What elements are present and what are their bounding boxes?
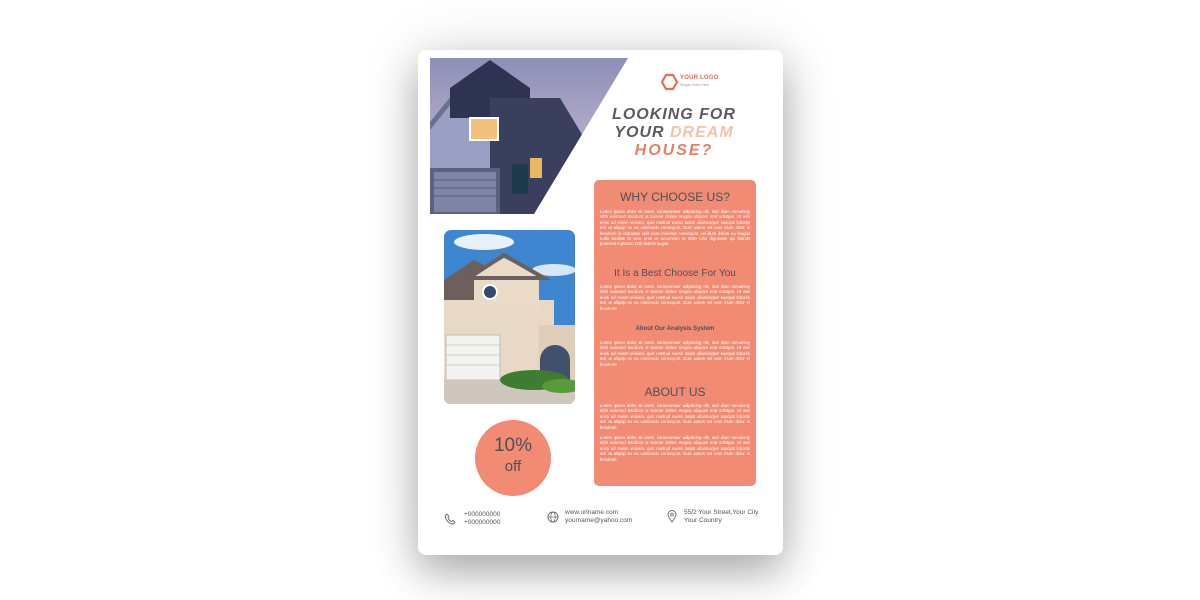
footer-web	[565, 509, 632, 525]
paragraph-about-us-2: Lorem ipsum dolor sit amet, consectetuer adipiscing elit, sed diam nonummy nibh euismod tincidunt ut laoreet dolore magna aliquam erat volutpat. Ut wisi enim ad minim veniam, quis nostrud exerci tation ullamcorper suscipit lobortis nisl ut aliquip ex ea commodo consequat. Duis autem vel eum iriure dolor in hendrerit	[600, 435, 750, 462]
discount-badge	[475, 420, 551, 496]
headline-line3: HOUSE?	[634, 142, 714, 159]
footer-phones	[464, 511, 500, 527]
address-line2: Your Country	[684, 517, 722, 524]
headline	[580, 106, 768, 160]
phone-icon	[444, 513, 456, 525]
info-panel	[594, 180, 756, 486]
email-address[interactable]: yourname@yahoo.com	[565, 517, 633, 524]
paragraph-analysis: Lorem ipsum dolor sit amet, consectetuer adipiscing elit, sed diam nonummy nibh euismod tincidunt ut laoreet dolore magna aliquam erat volutpat. Ut wisi enim ad minim veniam, quis nostrud exerci tation ullamcorper suscipit lobortis nisl ut aliquip ex ea commodo consequat. Duis autem vel eum iriure dolor in hendrerit	[600, 340, 750, 367]
address-line1: 55/2 Your Street,Your City	[684, 509, 759, 516]
paragraph-about-us-1: Lorem ipsum dolor sit amet, consectetuer adipiscing elit, sed diam nonummy nibh euismod tincidunt ut laoreet dolore magna aliquam erat volutpat. Ut wisi enim ad minim veniam, quis nostrud exerci tation ullamcorper suscipit lobortis nisl ut aliquip ex ea commodo consequat. Duis autem vel eum iriure dolor in hendrerit	[600, 403, 750, 430]
section-title-best-choose: It Is a Best Choose For You	[614, 268, 736, 279]
headline-line2: YOUR DREAM	[614, 124, 734, 141]
house-photo-middle	[444, 230, 575, 404]
section-title-about-us: ABOUT US	[644, 385, 706, 399]
phone-number-2: +000000000	[464, 519, 501, 526]
phone-number-1: +000000000	[464, 511, 501, 518]
discount-percent: 10%	[493, 435, 533, 456]
discount-label: off	[504, 458, 522, 475]
paragraph-why-choose: Lorem ipsum dolor sit amet, consectetuer adipiscing elit, sed diam nonummy nibh euismod tincidunt ut laoreet dolore magna aliquam erat volutpat. Ut wisi enim ad minim veniam, quis nostrud exerci tation ullamcorper suscipit lobortis nisl ut aliquip ex ea commodo consequat. Duis autem vel eum iriure dolor in hendrerit in vulputate velit esse molestie consequat, vel illum dolore eu feugiat nulla facilisis at vero eros et accumsan et iusto odio dignissim qui blandit praesent luptatum zzril delenit augue.	[600, 209, 750, 247]
footer-address	[684, 509, 759, 525]
section-title-analysis: About Our Analysis System	[635, 326, 715, 332]
flyer-page	[430, 58, 770, 540]
logo-tagline: Slogan Goes Here	[680, 83, 709, 87]
headline-line1: LOOKING FOR	[612, 106, 736, 123]
location-pin-icon	[667, 510, 677, 523]
section-title-why-choose: WHY CHOOSE US?	[620, 190, 730, 204]
website-url[interactable]: www.urlname.com	[565, 509, 619, 516]
globe-icon	[547, 511, 559, 523]
logo-name: YOUR LOGO	[680, 75, 719, 81]
paragraph-best-choose: Lorem ipsum dolor sit amet, consectetuer adipiscing elit, sed diam nonummy nibh euismod tincidunt ut laoreet dolore magna aliquam erat volutpat. Ut wisi enim ad minim veniam, quis nostrud exerci tation ullamcorper suscipit lobortis nisl ut aliquip ex ea commodo consequat. Duis autem vel eum iriure dolor in hendrerit	[600, 284, 750, 311]
